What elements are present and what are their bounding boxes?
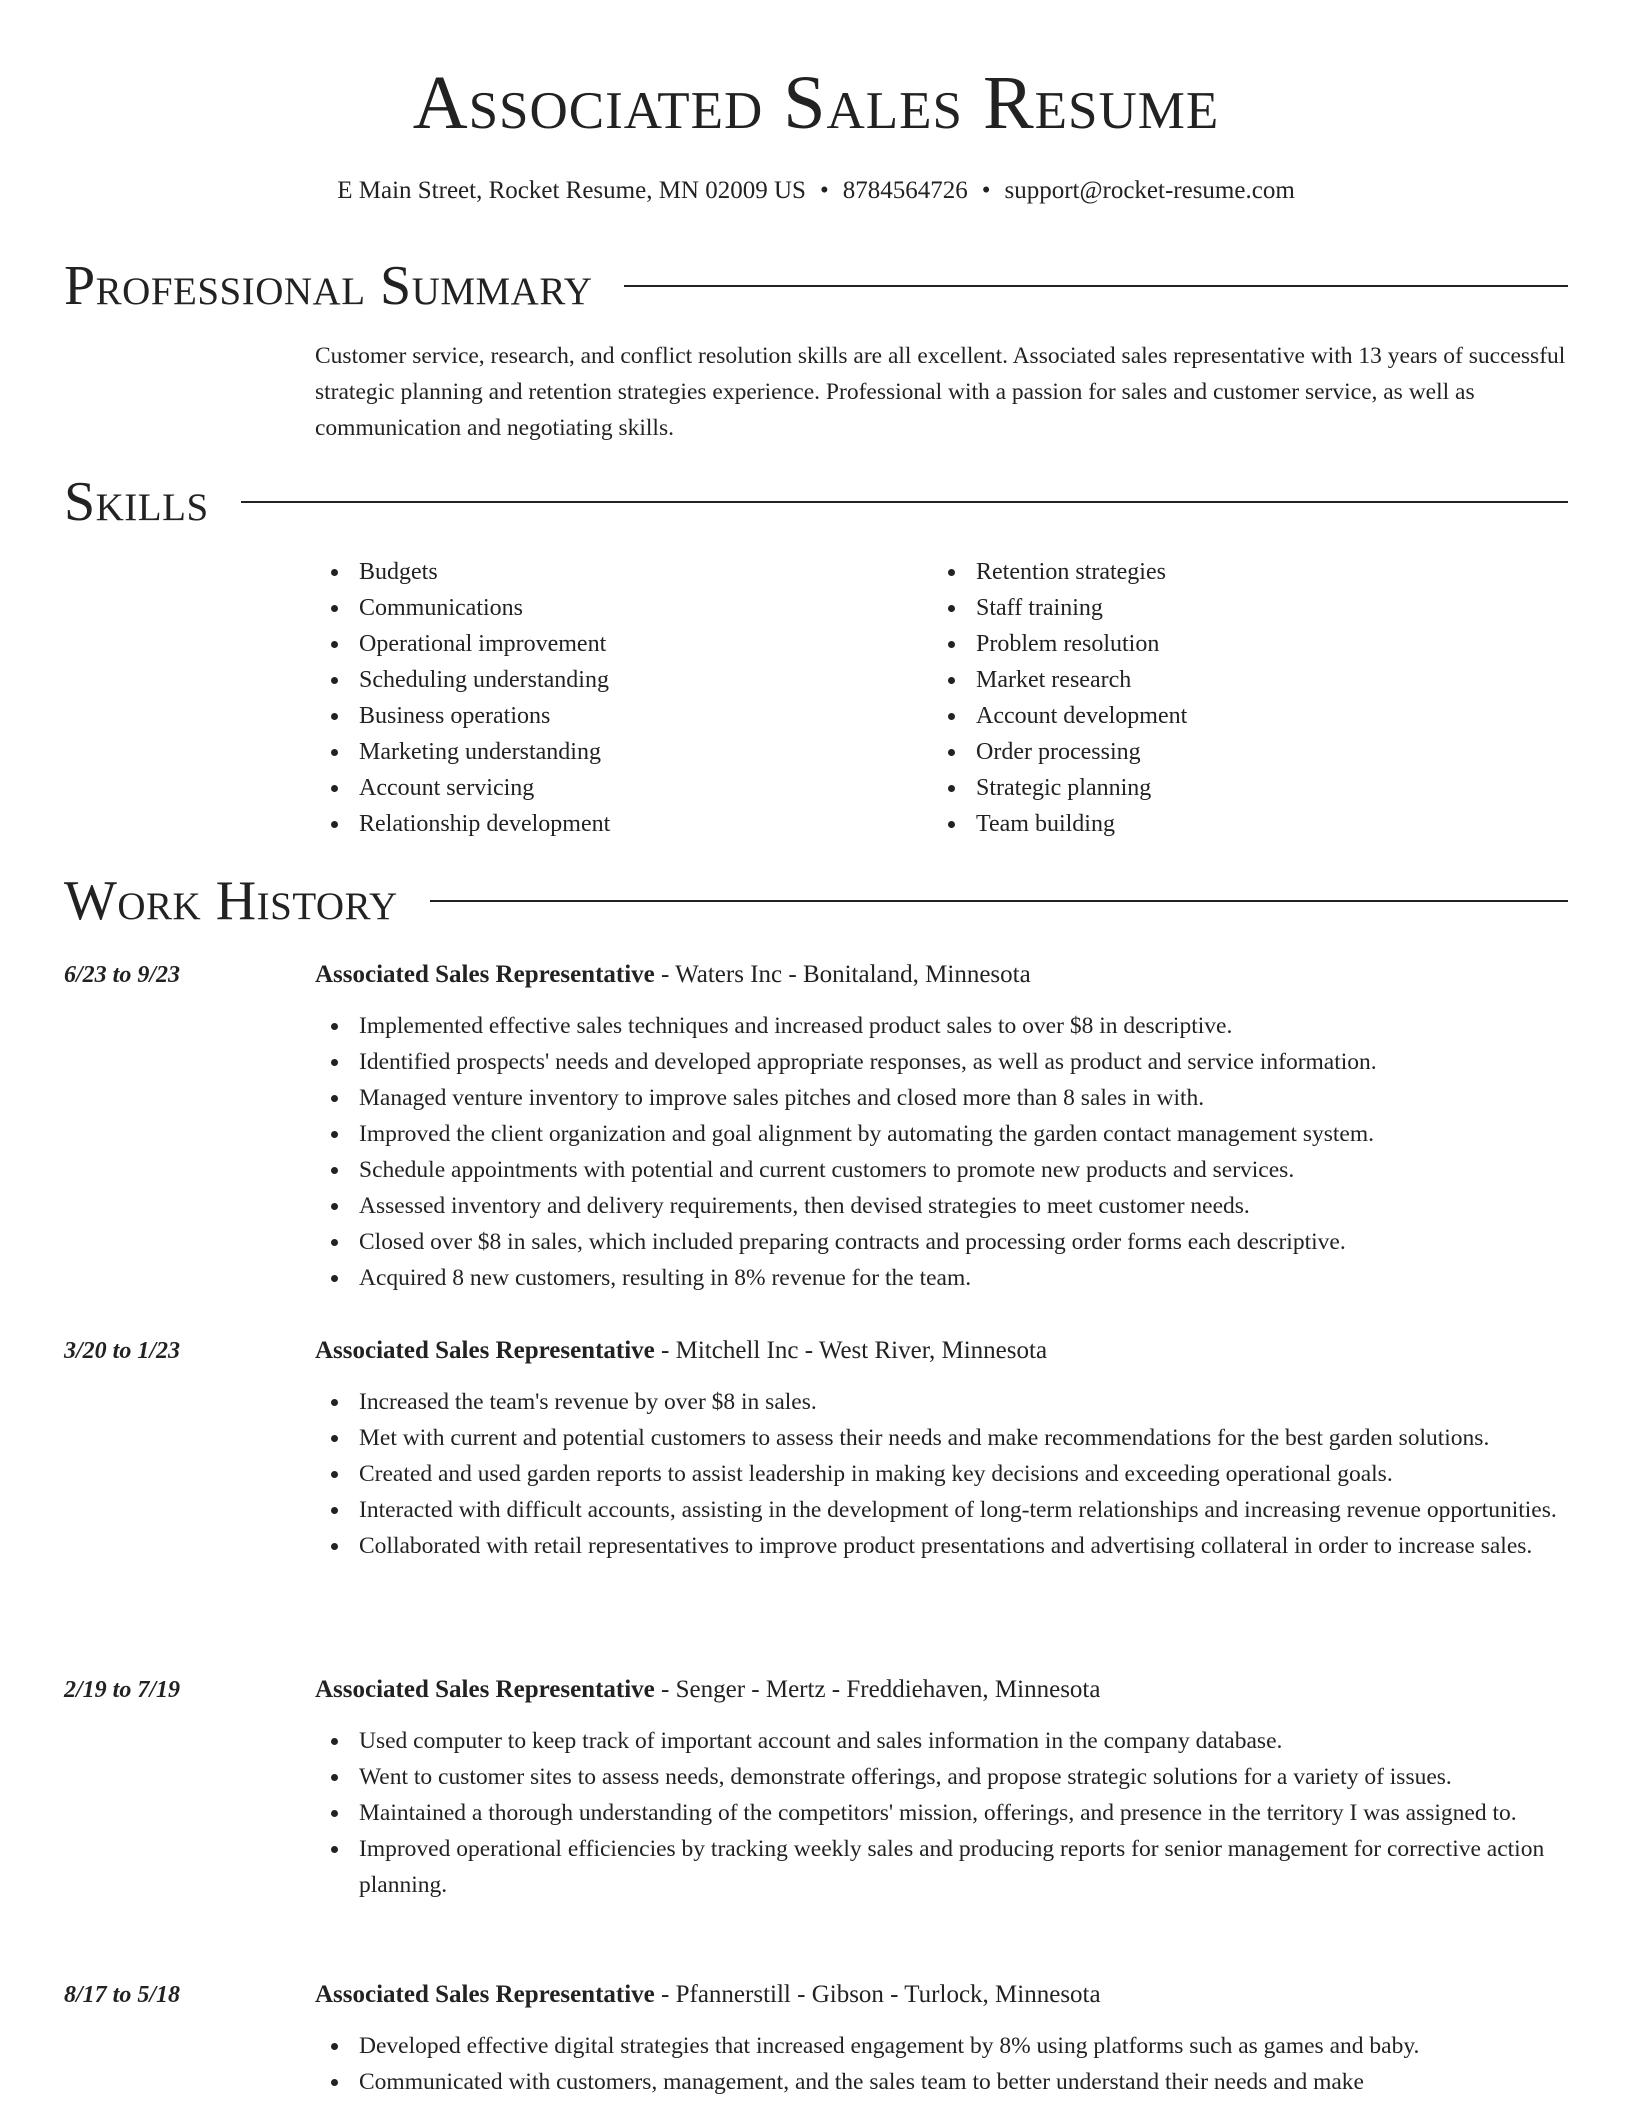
job-dates: 8/17 to 5/18 <box>64 1982 181 2008</box>
job-bullet: Closed over $8 in sales, which included preparing contracts and processing order forms each descriptive. <box>315 1224 1632 1260</box>
skill-item: Problem resolution <box>932 626 1187 662</box>
work-section-header <box>64 866 1568 936</box>
skill-item: Marketing understanding <box>315 734 610 770</box>
job-bullet: Used computer to keep track of important account and sales information in the company database. <box>315 1723 1632 1759</box>
job-dates: 3/20 to 1/23 <box>64 1338 181 1364</box>
job-bullets <box>315 1008 1632 1296</box>
summary-heading: Professional Summary <box>64 255 593 317</box>
job-bullet: Acquired 8 new customers, resulting in 8% revenue for the team. <box>315 1260 1632 1296</box>
work-heading: Work History <box>64 870 398 932</box>
skills-heading: Skills <box>64 471 209 533</box>
section-divider <box>241 501 1568 503</box>
skills-list-right <box>932 554 1187 842</box>
skill-item: Retention strategies <box>932 554 1187 590</box>
job-bullet: Improved the client organization and goal alignment by automating the garden contact management system. <box>315 1116 1632 1152</box>
job-bullet: Interacted with difficult accounts, assisting in the development of long-term relationships and increasing revenue opportunities. <box>315 1492 1632 1528</box>
job-title-line <box>315 1333 1047 1369</box>
job-bullet: Assessed inventory and delivery requirements, then devised strategies to meet customer needs. <box>315 1188 1632 1224</box>
resume-title: Associated Sales Resume <box>412 61 1220 145</box>
job-bullet: Created and used garden reports to assist leadership in making key decisions and exceeding operational goals. <box>315 1456 1632 1492</box>
job-title-line <box>315 957 1031 993</box>
job-bullet: Identified prospects' needs and developed appropriate responses, as well as product and service information. <box>315 1044 1632 1080</box>
skill-item: Strategic planning <box>932 770 1187 806</box>
job-employer: - Pfannerstill - Gibson - Turlock, Minnesota <box>654 1981 1101 2008</box>
job-bullets <box>315 1723 1632 1903</box>
job-title-line <box>315 1977 1101 2013</box>
contact-separator: • <box>819 177 829 204</box>
job-bullets <box>315 1384 1632 1564</box>
job-bullet: Increased the team's revenue by over $8 in sales. <box>315 1384 1632 1420</box>
contact-line <box>0 174 1632 208</box>
job-bullet: Improved operational efficiencies by tracking weekly sales and producing reports for senior management for corrective action planning. <box>315 1831 1632 1903</box>
skill-item: Communications <box>315 590 610 626</box>
skill-item: Order processing <box>932 734 1187 770</box>
contact-email: support@rocket-resume.com <box>1004 177 1295 204</box>
job-dates: 2/19 to 7/19 <box>64 1677 181 1703</box>
job-employer: - Senger - Mertz - Freddiehaven, Minnesota <box>654 1676 1101 1703</box>
job-bullet: Implemented effective sales techniques and increased product sales to over $8 in descriptive. <box>315 1008 1632 1044</box>
skills-list-left <box>315 554 610 842</box>
skill-item: Relationship development <box>315 806 610 842</box>
contact-phone: 8784564726 <box>842 177 968 204</box>
section-divider <box>624 285 1568 287</box>
skill-item: Account servicing <box>315 770 610 806</box>
skill-item: Account development <box>932 698 1187 734</box>
job-dates: 6/23 to 9/23 <box>64 962 181 988</box>
job-employer: - Mitchell Inc - West River, Minnesota <box>654 1337 1048 1364</box>
job-bullet: Developed effective digital strategies that increased engagement by 8% using platforms such as games and baby. <box>315 2028 1632 2064</box>
job-employer: - Waters Inc - Bonitaland, Minnesota <box>654 961 1031 988</box>
job-bullet: Collaborated with retail representatives to improve product presentations and advertising collateral in order to increase sales. <box>315 1528 1632 1564</box>
skill-item: Scheduling understanding <box>315 662 610 698</box>
skill-item: Team building <box>932 806 1187 842</box>
section-divider <box>430 900 1568 902</box>
skills-section-header <box>64 467 1568 537</box>
job-bullets <box>315 2028 1632 2100</box>
job-title: Associated Sales Representative <box>315 1676 655 1703</box>
job-title: Associated Sales Representative <box>315 1981 655 2008</box>
contact-separator: • <box>981 177 991 204</box>
job-bullet: Schedule appointments with potential and current customers to promote new products and services. <box>315 1152 1632 1188</box>
job-bullet: Managed venture inventory to improve sales pitches and closed more than 8 sales in with. <box>315 1080 1632 1116</box>
skill-item: Staff training <box>932 590 1187 626</box>
skill-item: Operational improvement <box>315 626 610 662</box>
skill-item: Market research <box>932 662 1187 698</box>
job-title-line <box>315 1672 1100 1708</box>
skill-item: Budgets <box>315 554 610 590</box>
skill-item: Business operations <box>315 698 610 734</box>
job-bullet: Met with current and potential customers to assess their needs and make recommendations for the best garden solutions. <box>315 1420 1632 1456</box>
job-title: Associated Sales Representative <box>315 1337 655 1364</box>
job-bullet: Maintained a thorough understanding of the competitors' mission, offerings, and presence in the territory I was assigned to. <box>315 1795 1632 1831</box>
job-title: Associated Sales Representative <box>315 961 655 988</box>
summary-text: Customer service, research, and conflict resolution skills are all excellent. Associated sales representative with 13 years of successful strategic planning and retention strategies experience. Professional with a passion for sales and customer service, as well as communication and negotiating skills. <box>315 343 1566 441</box>
contact-address: E Main Street, Rocket Resume, MN 02009 US <box>337 177 806 204</box>
job-bullet: Went to customer sites to assess needs, demonstrate offerings, and propose strategic solutions for a variety of issues. <box>315 1759 1632 1795</box>
job-bullet: Communicated with customers, management, and the sales team to better understand their needs and make <box>315 2064 1632 2100</box>
summary-section-header <box>64 251 1568 321</box>
